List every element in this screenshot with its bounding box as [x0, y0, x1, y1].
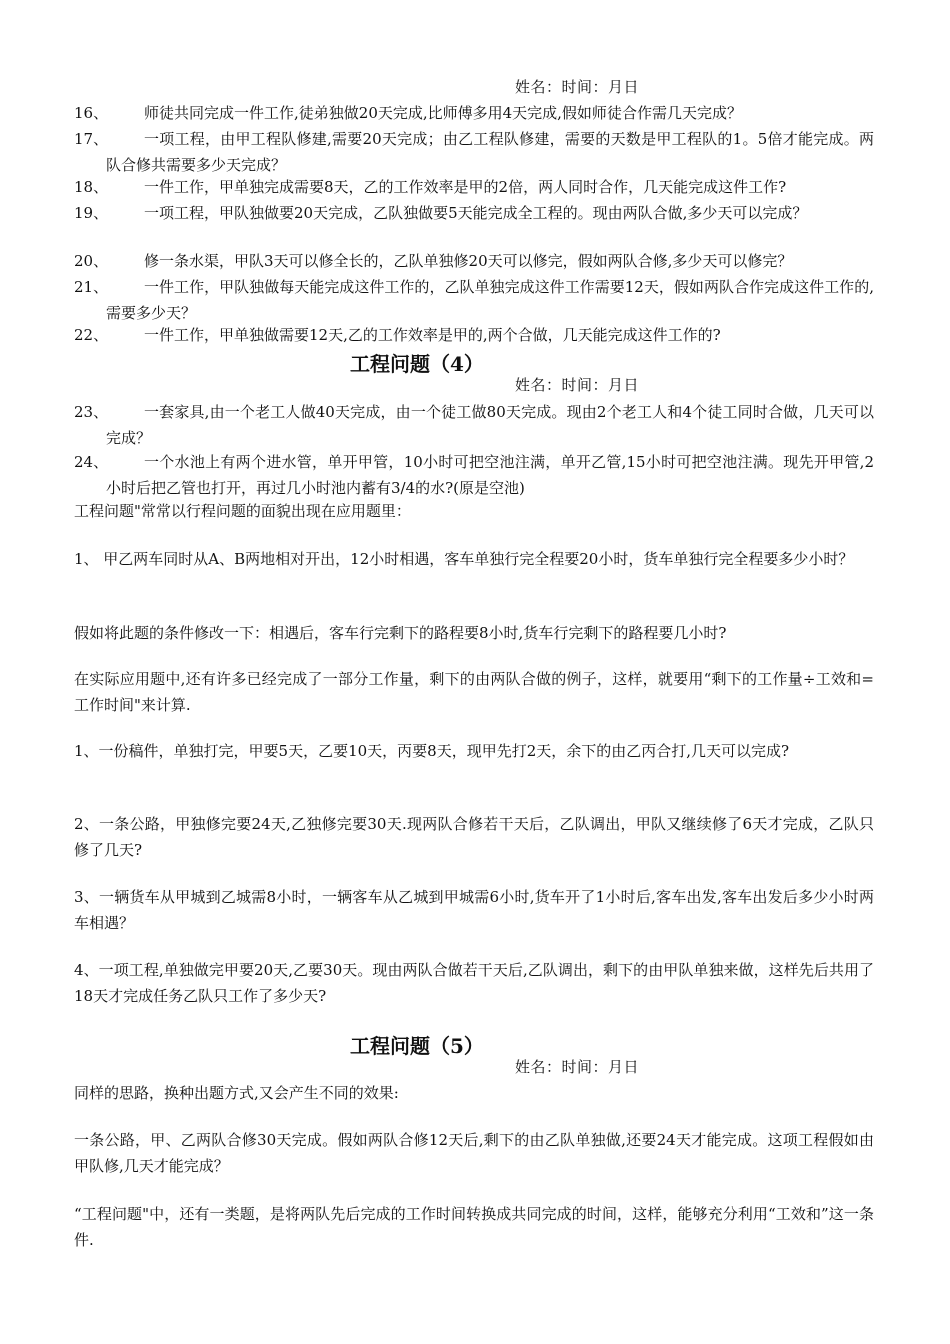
question-4: 4、一项工程,单独做完甲要20天,乙要30天。现由两队合做若干天后,乙队调出，剩下的由甲队单独来做，这样先后共用了18天才完成任务乙队只工作了多少天? [74, 961, 874, 1005]
problem-22 [74, 322, 874, 348]
problem-16 [74, 100, 874, 126]
problem-text: 一项工程，甲队独做要20天完成，乙队独做要5天能完成全工程的。现由两队合做,多少天可以完成？ [144, 204, 808, 222]
problem-text: 一个水池上有两个进水管，单开甲管，10小时可把空池注满，单开乙管,15小时可把空池注满。现先开甲管,2小时后把乙管也打开，再过几小时池内蓄有3/4的水?(原是空池) [106, 453, 874, 497]
name-date-header-2: 姓名：时间：月日 [515, 376, 640, 394]
problem-text: 师徒共同完成一件工作,徒弟独做20天完成,比师傅多用4天完成,假如师徒合作需几天完成？ [144, 104, 742, 122]
name-date-header-3: 姓名：时间：月日 [515, 1058, 640, 1076]
problem-19 [74, 200, 874, 226]
problem-text: 一套家具,由一个老工人做40天完成，由一个徒工做80天完成。现由2个老工人和4个徒工同时合做，几天可以完成？ [106, 403, 874, 447]
section-title-4: 工程问题（4） [350, 352, 484, 376]
problem-17 [74, 126, 874, 178]
problem-number: 22、 [74, 326, 109, 344]
intro-travel-note: 工程问题"常常以行程问题的面貌出现在应用题里： [74, 502, 411, 520]
problem-text: 一件工作，甲单独完成需要8天，乙的工作效率是甲的2倍，两人同时合作，几天能完成这件工作? [144, 178, 787, 196]
question-2: 2、一条公路，甲独修完要24天,乙独修完要30天.现两队合修若干天后，乙队调出，甲队又继续修了6天才完成，乙队只修了几天? [74, 815, 874, 859]
problem-number: 19、 [74, 204, 109, 222]
problem-number: 16、 [74, 104, 109, 122]
problem-20 [74, 248, 874, 274]
problem-number: 17、 [74, 130, 109, 148]
problem-number: 21、 [74, 278, 109, 296]
intro-same-idea: 同样的思路，换种出题方式,又会产生不同的效果: [74, 1084, 399, 1102]
problem-text: 一件工作，甲队独做每天能完成这件工作的，乙队单独完成这件工作需要12天，假如两队合作完成这件工作的,需要多少天？ [106, 278, 874, 322]
problem-text: 一件工作，甲单独做需要12天,乙的工作效率是甲的,两个合做，几天能完成这件工作的? [144, 326, 721, 344]
question-travel: 1、 甲乙两车同时从A、B两地相对开出，12小时相遇，客车单独行完全程要20小时，货车单独行完全程要多少小时？ [74, 550, 854, 568]
question-modified: 假如将此题的条件修改一下：相遇后，客车行完剩下的路程要8小时,货车行完剩下的路程要几小时? [74, 624, 727, 642]
section-title-5: 工程问题（5） [350, 1034, 484, 1058]
problem-24 [74, 449, 874, 501]
problem-number: 24、 [74, 453, 109, 471]
problem-text: 修一条水渠，甲队3天可以修全长的，乙队单独修20天可以修完，假如两队合修,多少天可以修完？ [144, 252, 793, 270]
question-1: 1、一份稿件，单独打完，甲要5天，乙要10天，丙要8天，现甲先打2天，余下的由乙丙合打,几天可以完成? [74, 742, 790, 760]
problem-18 [74, 174, 874, 200]
problem-21 [74, 274, 874, 326]
problem-text: 一项工程，由甲工程队修建,需要20天完成；由乙工程队修建，需要的天数是甲工程队的1。5倍才能完成。两队合修共需要多少天完成？ [106, 130, 874, 174]
question-3: 3、一辆货车从甲城到乙城需8小时，一辆客车从乙城到甲城需6小时,货车开了1小时后,客车出发,客车出发后多少小时两车相遇？ [74, 888, 874, 932]
name-date-header-1: 姓名：时间：月日 [515, 78, 640, 96]
intro-efficiency-sum: “工程问题"中，还有一类题，是将两队先后完成的工作时间转换成共同完成的时间，这样，能够充分利用“工效和”这一条件. [74, 1205, 874, 1249]
problem-number: 23、 [74, 403, 109, 421]
problem-23 [74, 399, 874, 451]
problem-number: 20、 [74, 252, 109, 270]
question-5: 一条公路，甲、乙两队合修30天完成。假如两队合修12天后,剩下的由乙队单独做,还要24天才能完成。这项工程假如由甲队修,几天才能完成？ [74, 1131, 874, 1175]
intro-remaining-work: 在实际应用题中,还有许多已经完成了一部分工作量，剩下的由两队合做的例子，这样，就要用“剩下的工作量÷工效和=工作时间"来计算. [74, 670, 874, 714]
problem-number: 18、 [74, 178, 109, 196]
